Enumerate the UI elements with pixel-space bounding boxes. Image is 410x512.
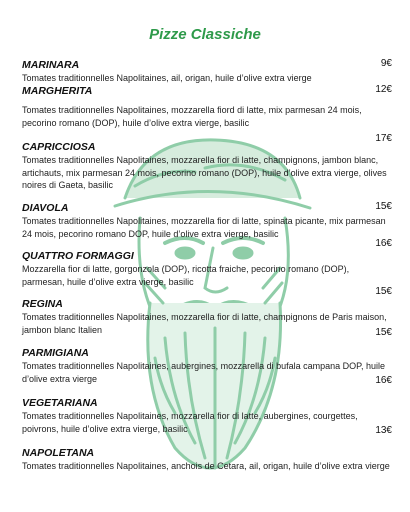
pizza-price: 16€ [375, 375, 392, 386]
pizza-description: Tomates traditionnelles Napolitaines, ail, origan, huile d’olive extra vierge [22, 73, 312, 83]
pizza-price: 12€ [375, 84, 392, 95]
page-title: Pizze Classiche [149, 26, 261, 43]
pizza-name: PARMIGIANA [22, 347, 89, 359]
pizza-item-napoletana [22, 446, 390, 473]
pizza-item-diavola [22, 201, 390, 240]
pizza-description: Tomates traditionnelles Napolitaines, aubergines, mozzarella di bufala campana DOP, huile d’olive extra vierge [22, 361, 386, 384]
pizza-price: 15€ [375, 286, 392, 297]
pizza-price: 13€ [375, 425, 392, 436]
pizza-item-regina [22, 297, 390, 336]
pizza-price: 16€ [375, 238, 392, 249]
pizza-description: Tomates traditionnelles Napolitaines, mozzarella fior di latte, aubergines, courgettes, poivrons, huile d’olive extra vierge, basilic [22, 411, 358, 434]
pizza-description: Tomates traditionnelles Napolitaines, mozzarella fior di latte, champignons, jambon blanc, artichauts, mix parmesan 24 mois, pecorino romano (DOP), huile d’olive extra vierge, olives noires di Gaeta, basilic [22, 155, 387, 190]
pizza-name: QUATTRO FORMAGGI [22, 250, 134, 262]
pizza-name: DIAVOLA [22, 202, 69, 214]
pizza-item-parmigiana [22, 346, 390, 385]
pizza-name: VEGETARIANA [22, 397, 98, 409]
pizza-item-quattro-formaggi [22, 249, 390, 288]
pizza-price: 15€ [375, 327, 392, 338]
pizza-price: 15€ [375, 201, 392, 212]
pizza-price: 9€ [380, 58, 392, 69]
pizza-price: 17€ [375, 133, 392, 144]
pizza-item-marinara [22, 58, 390, 85]
pizza-item-vegetariana [22, 396, 390, 435]
pizza-description: Tomates traditionnelles Napolitaines, mozzarella fior di latte, champignons de Paris maison, jambon blanc Italien [22, 312, 387, 335]
pizza-name: REGINA [22, 298, 63, 310]
pizza-description: Tomates traditionnelles Napolitaines, mozzarella fior di latte, spinata picante, mix parmesan 24 mois, pecorino romano DOP, huile d’olive extra vierge, basilic [22, 216, 386, 239]
pizza-description: Mozzarella fior di latte, gorgonzola (DOP), ricotta fraiche, pecorino romano (DOP), parmesan, huile d’olive extra vierge, basilic [22, 264, 350, 287]
pizza-description: Tomates traditionnelles Napolitaines, anchois de Cetara, ail, origan, huile d’olive extra vierge [22, 461, 390, 471]
pizza-description: Tomates traditionnelles Napolitaines, mozzarella fiord di latte, mix parmesan 24 mois, pecorino romano (DOP), huile d’olive extra vierge, basilic [22, 105, 362, 128]
pizza-name: CAPRICCIOSA [22, 141, 96, 153]
pizza-name: MARINARA [22, 59, 80, 71]
pizza-item-margherita [22, 84, 390, 129]
pizza-name: MARGHERITA [22, 85, 93, 97]
pizza-name: NAPOLETANA [22, 447, 95, 459]
pizza-item-capricciosa [22, 140, 390, 192]
